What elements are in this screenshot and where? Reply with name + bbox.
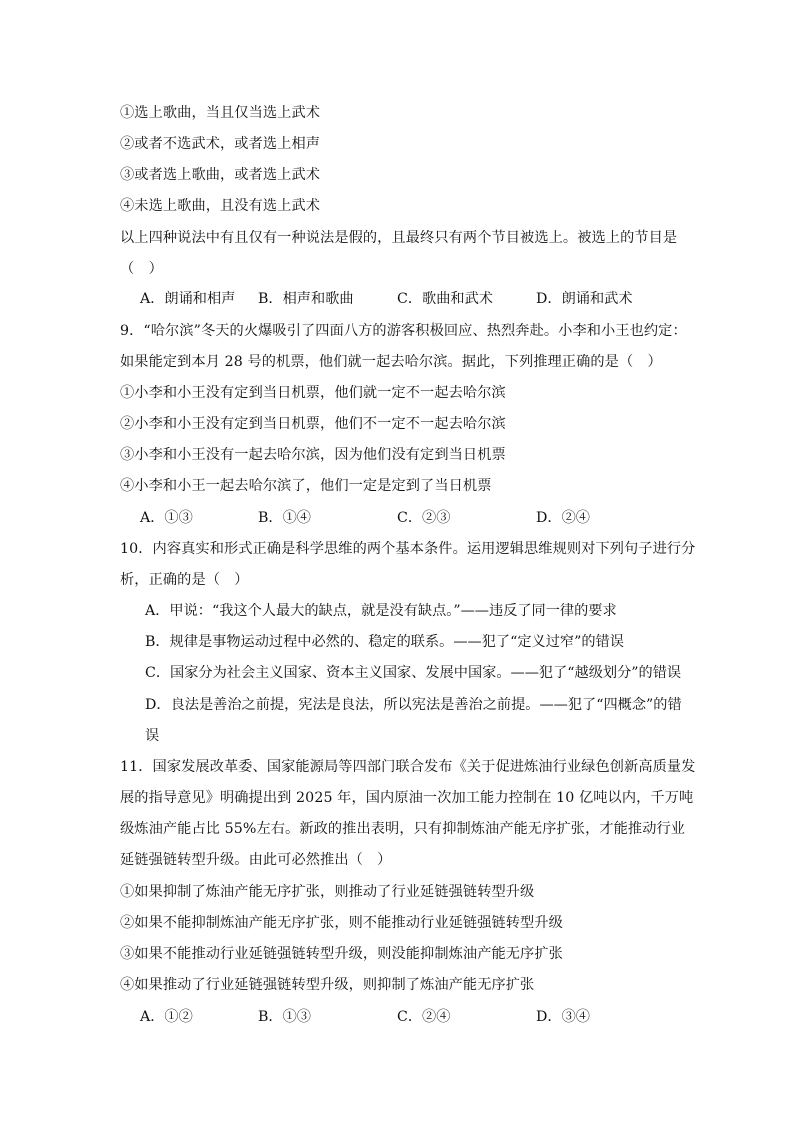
q11-stem-line-1: 11．国家发展改革委、国家能源局等四部门联合发布《关于促进炼油行业绿色创新高质量发 [120,759,696,775]
q9-statement-1: ①小李和小王没有定到当日机票，他们就一定不一起去哈尔滨 [120,385,506,401]
q8-option-b: B．相声和歌曲 [258,291,354,307]
q9-option-c: C．②③ [397,510,451,526]
q10-option-c: C．国家分为社会主义国家、资本主义国家、发展中国家。——犯了“越级划分”的错误 [145,665,682,681]
q8-option-a: A．朗诵和相声 [140,291,236,307]
q9-stem-line-2: 如果能定到本月 28 号的机票，他们就一起去哈尔滨。据此，下列推理正确的是（ ） [120,354,662,370]
q8-option-d: D．朗诵和武术 [536,291,633,307]
q9-option-d: D．②④ [536,510,590,526]
q8-statement-1: ①选上歌曲，当且仅当选上武术 [120,105,321,121]
q11-statement-4: ④如果推动了行业延链强链转型升级，则抑制了炼油产能无序扩张 [120,977,535,993]
q8-statement-4: ④未选上歌曲，且没有选上武术 [120,198,321,214]
q10-stem-line-2: 析，正确的是（ ） [120,572,249,588]
q9-statement-2: ②小李和小王没有定到当日机票，他们不一定不一起去哈尔滨 [120,416,506,432]
q10-option-d-cont: 误 [145,728,160,744]
q11-option-d: D．③④ [536,1009,590,1025]
q9-statement-4: ④小李和小王一起去哈尔滨了，他们一定是定到了当日机票 [120,478,492,494]
q10-option-d: D．良法是善治之前提，宪法是良法，所以宪法是善治之前提。——犯了“四概念”的错 [145,697,682,713]
q11-option-c: C．②④ [397,1009,451,1025]
q8-option-c: C．歌曲和武术 [397,291,493,307]
q9-option-a: A．①③ [140,510,193,526]
q11-statement-1: ①如果抑制了炼油产能无序扩张，则推动了行业延链强链转型升级 [120,884,535,900]
q11-option-b: B．①③ [258,1009,311,1025]
q11-option-a: A．①② [140,1009,193,1025]
q11-stem-line-3: 级炼油产能占比 55%左右。新政的推出表明，只有抑制炼油产能无序扩张，才能推动行业 [120,821,686,837]
q10-option-b: B．规律是事物运动过程中必然的、稳定的联系。——犯了“定义过窄”的错误 [145,634,624,650]
q8-statement-3: ③或者选上歌曲，或者选上武术 [120,167,321,183]
q10-option-a: A．甲说：“我这个人最大的缺点，就是没有缺点。”——违反了同一律的要求 [145,603,617,619]
q11-stem-line-2: 展的指导意见》明确提出到 2025 年，国内原油一次加工能力控制在 10 亿吨以内，千万吨 [120,790,694,806]
q9-option-b: B．①④ [258,510,311,526]
q8-stem-cont: （ ） [120,261,163,277]
q9-stem-line-1: 9．“哈尔滨”冬天的火爆吸引了四面八方的游客积极回应、热烈奔赴。小李和小王也约定： [120,323,687,339]
q9-statement-3: ③小李和小王没有一起去哈尔滨，因为他们没有定到当日机票 [120,447,506,463]
q8-statement-2: ②或者不选武术，或者选上相声 [120,136,321,152]
q11-stem-line-4: 延链强链转型升级。由此可必然推出（ ） [120,852,392,868]
q10-stem-line-1: 10．内容真实和形式正确是科学思维的两个基本条件。运用逻辑思维规则对下列句子进行分 [120,541,696,557]
q11-statement-2: ②如果不能抑制炼油产能无序扩张，则不能推动行业延链强链转型升级 [120,915,563,931]
q8-stem: 以上四种说法中有且仅有一种说法是假的，且最终只有两个节目被选上。被选上的节目是 [120,230,678,246]
q11-statement-3: ③如果不能推动行业延链强链转型升级，则没能抑制炼油产能无序扩张 [120,946,563,962]
